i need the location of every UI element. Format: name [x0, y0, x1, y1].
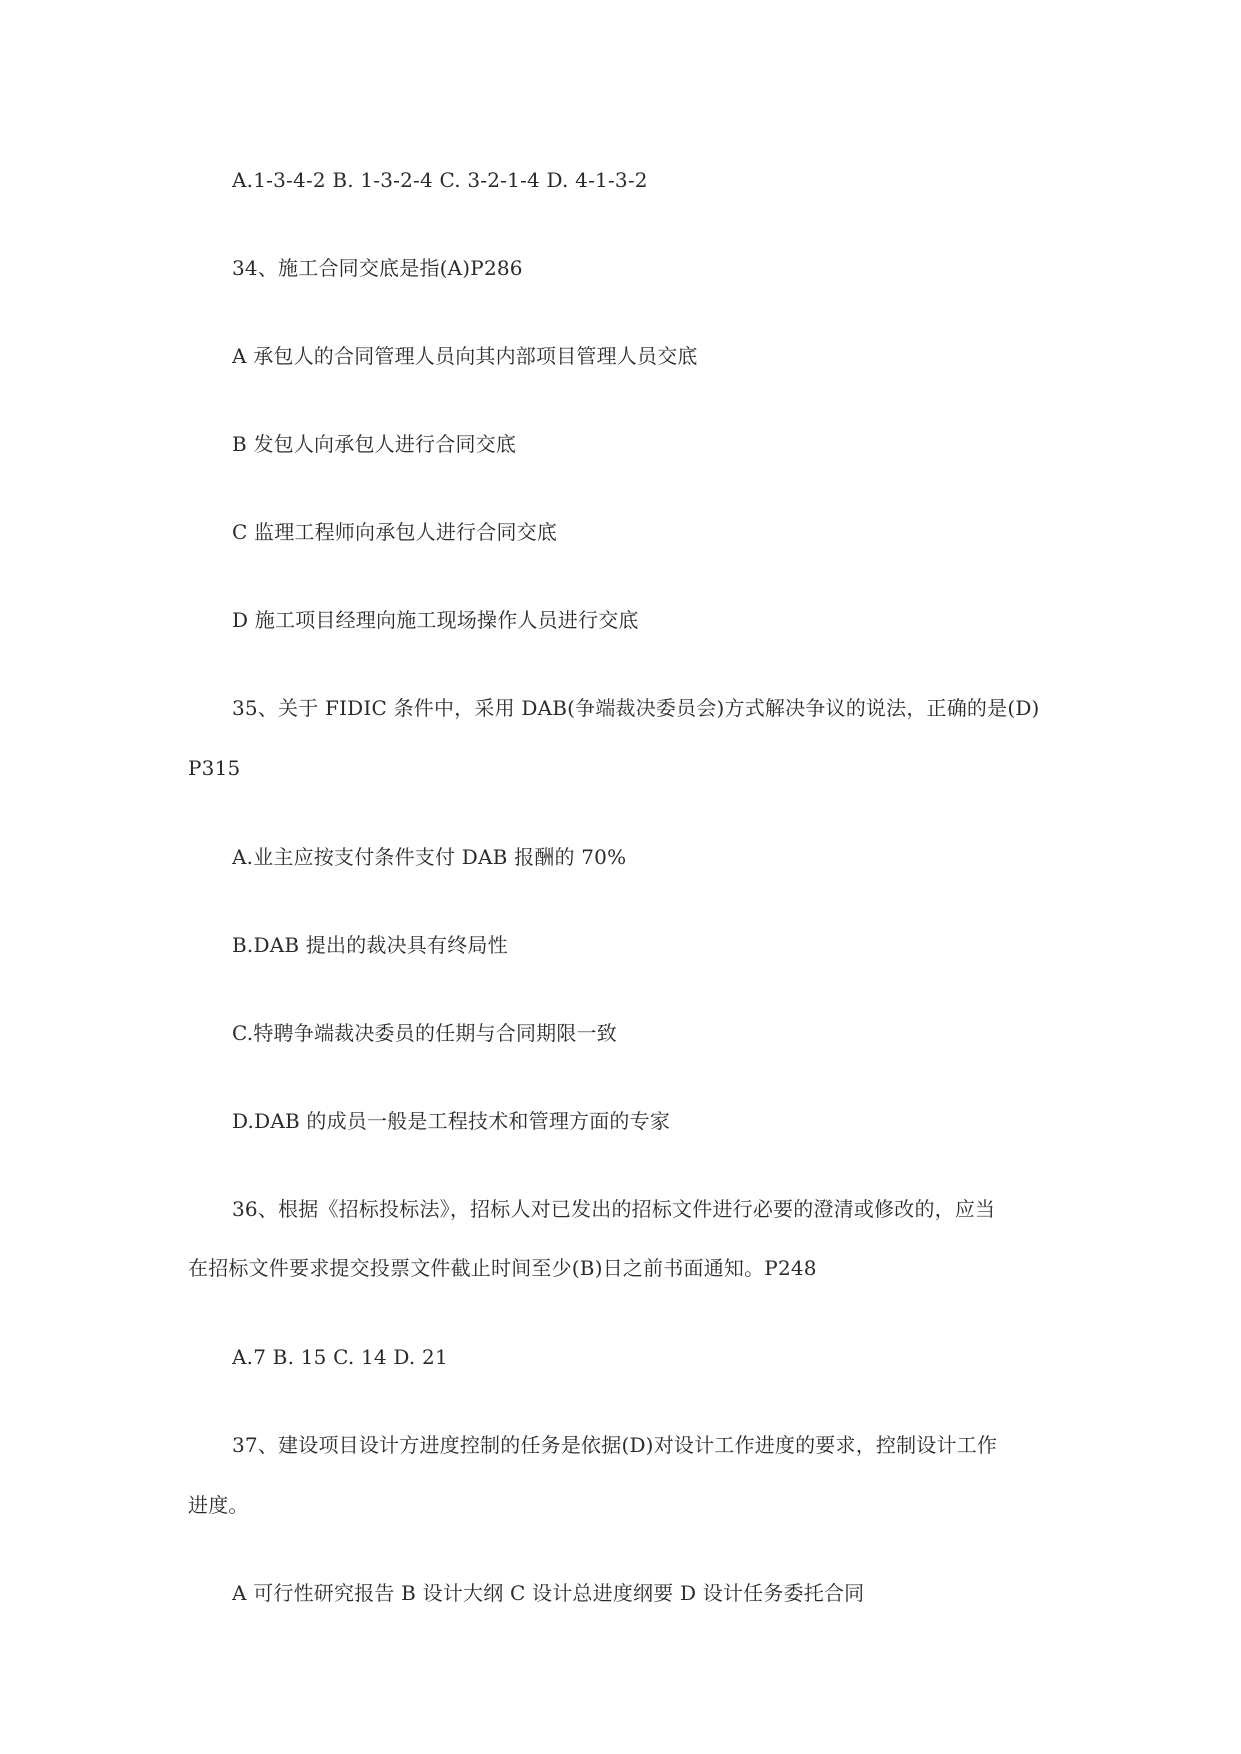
q33-options: A.1-3-4-2 B. 1-3-2-4 C. 3-2-1-4 D. 4-1-3-2	[232, 168, 648, 192]
q37-question-cont: 进度。	[188, 1493, 249, 1517]
q35-option-c: C.特聘争端裁决委员的任期与合同期限一致	[232, 1021, 617, 1045]
q35-option-d: D.DAB 的成员一般是工程技术和管理方面的专家	[232, 1109, 671, 1133]
q36-question: 36、根据《招标投标法》，招标人对已发出的招标文件进行必要的澄清或修改的，应当	[232, 1197, 996, 1221]
q37-options: A 可行性研究报告 B 设计大纲 C 设计总进度纲要 D 设计任务委托合同	[232, 1581, 865, 1605]
q34-option-d: D 施工项目经理向施工现场操作人员进行交底	[232, 608, 639, 632]
q36-question-cont: 在招标文件要求提交投票文件截止时间至少(B)日之前书面通知。P248	[188, 1256, 817, 1280]
q35-question: 35、关于 FIDIC 条件中，采用 DAB(争端裁决委员会)方式解决争议的说法，正确的是(D)	[232, 696, 1040, 720]
q34-option-c: C 监理工程师向承包人进行合同交底	[232, 520, 558, 544]
q35-question-cont: P315	[188, 756, 241, 780]
q34-question: 34、施工合同交底是指(A)P286	[232, 256, 523, 280]
q34-option-b: B 发包人向承包人进行合同交底	[232, 432, 517, 456]
q37-question: 37、建设项目设计方进度控制的任务是依据(D)对设计工作进度的要求，控制设计工作	[232, 1433, 998, 1457]
q35-option-a: A.业主应按支付条件支付 DAB 报酬的 70%	[232, 845, 627, 869]
q34-option-a: A 承包人的合同管理人员向其内部项目管理人员交底	[232, 344, 698, 368]
q35-option-b: B.DAB 提出的裁决具有终局性	[232, 933, 508, 957]
q36-options: A.7 B. 15 C. 14 D. 21	[232, 1345, 448, 1369]
